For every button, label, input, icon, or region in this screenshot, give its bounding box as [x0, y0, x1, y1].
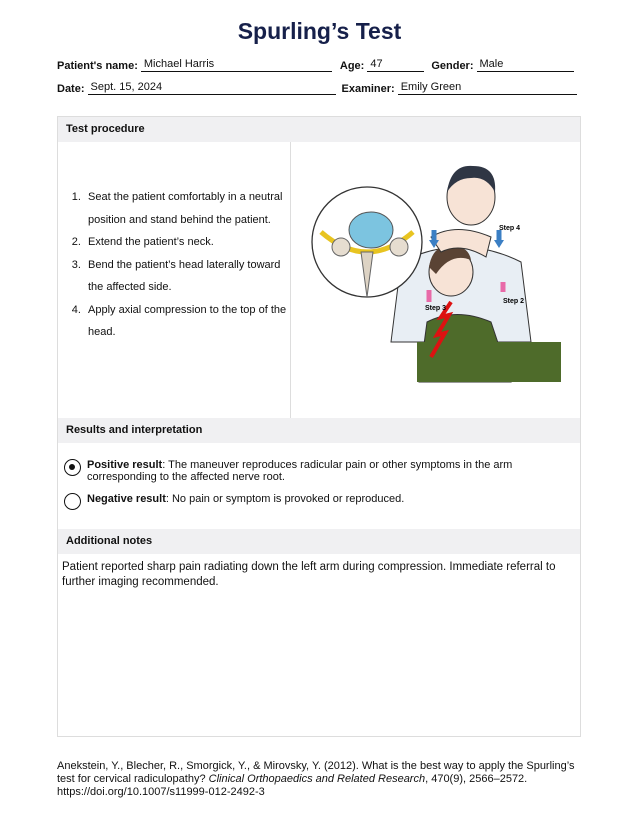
step-2: 2. Extend the patient’s neck. — [84, 231, 290, 254]
negative-text: : No pain or symptom is provoked or reproduced. — [165, 493, 405, 505]
gender-label: Gender: — [431, 60, 474, 72]
procedure-steps — [76, 186, 290, 344]
results-section — [57, 418, 581, 737]
examiner-field[interactable]: Emily Green — [398, 81, 577, 95]
page-title: Spurling’s Test — [237, 18, 402, 44]
notes-field[interactable]: Patient reported sharp pain radiating down the left arm during compression. Immediate referral to further imaging recommended. — [62, 561, 556, 588]
negative-radio[interactable] — [64, 493, 81, 510]
citation-details: , 470(9), 2566–2572. — [425, 773, 528, 785]
examiner-label: Examiner: — [341, 83, 395, 95]
step4-label: Step 4 — [499, 225, 521, 232]
procedure-section — [57, 116, 581, 419]
step-4: 4. Apply axial compression to the top of the head. — [84, 299, 290, 344]
gender-field[interactable]: Male — [477, 58, 574, 72]
positive-text: : The maneuver reproduces radicular pain or other symptoms in the arm corresponding to the affected nerve root. — [87, 459, 513, 483]
negative-label: Negative result — [87, 493, 166, 505]
positive-result-option[interactable] — [64, 459, 580, 483]
age-field[interactable]: 47 — [367, 58, 424, 72]
procedure-heading: Test procedure — [58, 117, 580, 142]
step3-label: Step 3 — [425, 305, 447, 312]
name-field[interactable]: Michael Harris — [141, 58, 332, 72]
citation-journal: Clinical Orthopaedics and Related Research — [208, 773, 426, 785]
date-field[interactable]: Sept. 15, 2024 — [88, 81, 336, 95]
step2-label: Step 2 — [503, 298, 525, 305]
citation-text: Anekstein, Y., Blecher, R., Smorgick, Y., & Mirovsky, Y. (2012). What is the best way to apply the Spurling’s test for cervical radiculopathy? — [57, 760, 575, 785]
date-row — [57, 81, 577, 95]
citation-link[interactable]: https://doi.org/10.1007/s11999-012-2492-3 — [57, 786, 265, 798]
spurling-illustration — [291, 142, 580, 418]
step-3: 3. Bend the patient’s head laterally toward the affected side. — [84, 254, 290, 299]
age-label: Age: — [339, 60, 365, 72]
date-label: Date: — [57, 83, 85, 95]
patient-row — [57, 58, 574, 72]
positive-label: Positive result — [87, 459, 163, 471]
positive-radio[interactable] — [64, 459, 81, 476]
step-1: 1. Seat the patient comfortably in a neutral position and stand behind the patient. — [84, 186, 290, 231]
citation — [57, 760, 587, 799]
name-label: Patient's name: — [57, 60, 138, 72]
results-heading: Results and interpretation — [58, 418, 580, 443]
notes-heading: Additional notes — [58, 529, 580, 554]
negative-result-option[interactable] — [64, 493, 580, 510]
